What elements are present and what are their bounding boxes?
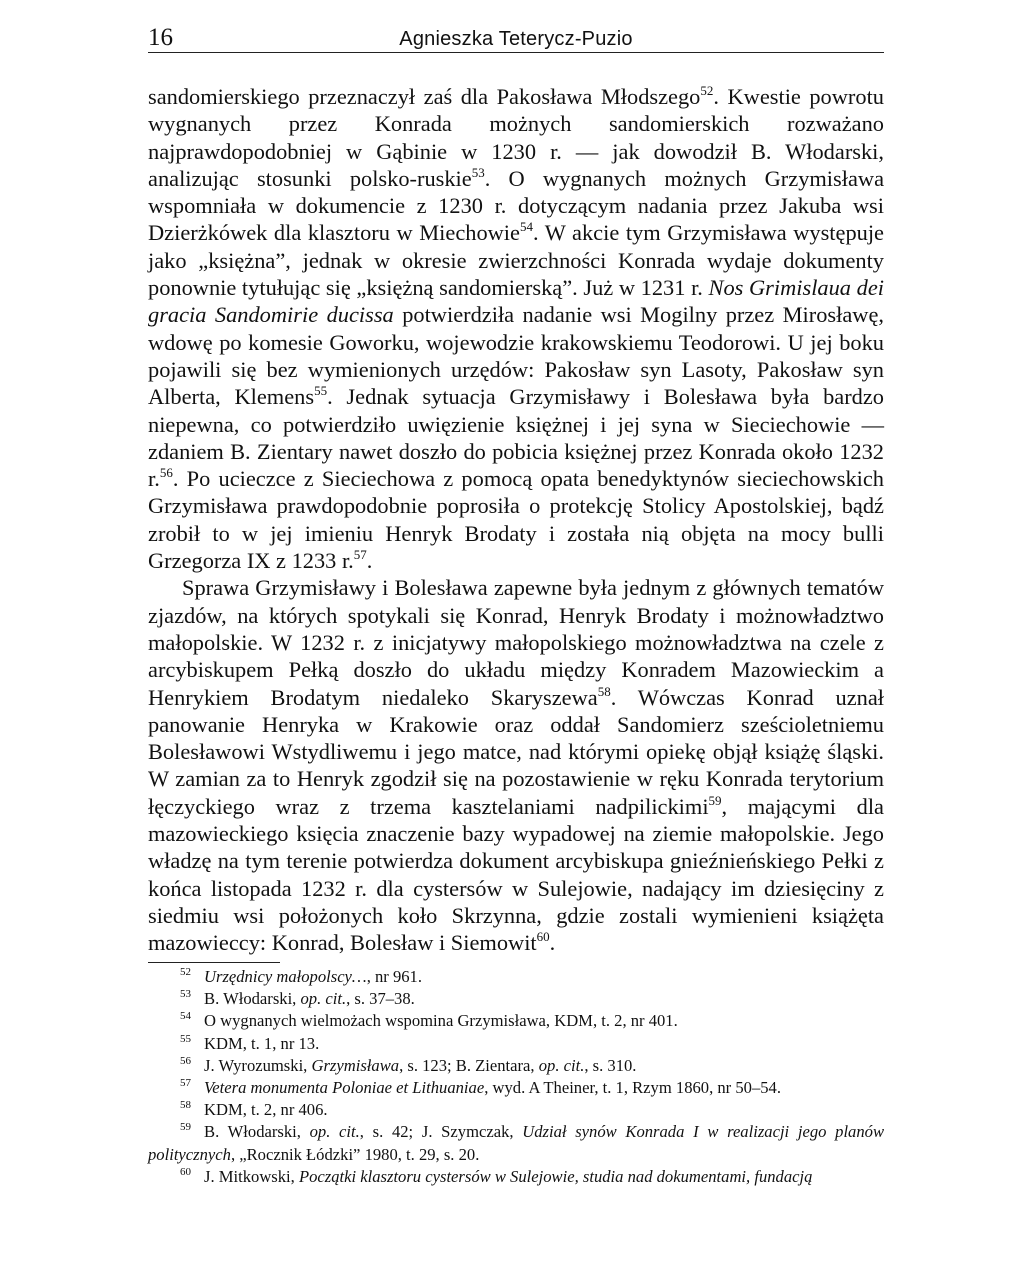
footnote-text: , s. 123; B. Zientara,	[399, 1055, 539, 1075]
footnote-text: , s. 42; J. Szymczak,	[359, 1122, 523, 1142]
footnote-separator	[148, 962, 280, 963]
footnote-text: , nr 961.	[366, 967, 422, 986]
page-header	[148, 22, 884, 53]
footnote-ref: 58	[597, 683, 611, 699]
footnote-text: , wyd. A Theiner, t. 1, Rzym 1860, nr 50–54.	[484, 1078, 781, 1098]
text-run: . O wygnanych możnych Grzymisława wspomniała w dokumencie z 1230 r. dotyczącym nadania przez Jakuba wsi Dzierżkówek dla klasztoru w Miechowie	[148, 165, 885, 246]
footnote-text: , s. 310.	[584, 1055, 637, 1075]
footnote-58: 58 KDM, t. 2, nr 406.	[180, 1099, 328, 1120]
footnote-53: 53 B. Włodarski, op. cit., s. 37–38.	[180, 988, 415, 1009]
text-run: . Kwestie powrotu wygnanych przez Konrada możnych sandomierskich rozważano najprawdopodobniej w Gąbinie w 1230 r. — jak dowodził B. Włodarski, analizując stosunki polsko-ruskie	[148, 84, 884, 191]
footnote-text: Początki klasztoru cystersów w Sulejowie, studia nad dokumentami, fundacją	[298, 1166, 813, 1186]
footnote-59: 59 B. Włodarski, op. cit., s. 42; J. Szymczak, Udział synów Konrada I w realizacji jego planów politycznych, „Rocznik Łódzki” 1980, t. 29, s. 20.	[148, 1121, 885, 1164]
footnote-54: 54 O wygnanych wielmożach wspomina Grzymisława, KDM, t. 2, nr 401.	[180, 1010, 678, 1031]
footnote-text: KDM, t. 1, nr 13.	[204, 1033, 320, 1053]
text-run: .	[366, 548, 373, 574]
footnote-ref: 53	[471, 164, 485, 180]
text-run: , mającymi dla mazowieckiego księcia znaczenie bazy wypadowej na ziemie małopolskie. Jego władzę na tym terenie potwierdza dokument arcybiskupa gnieźnieńskiego Pełki z końca listopada 1232 r. dla cystersów w Sulejowie, nadający im dziesięciny z siedmiu wsi położonych koło Skrzynna, gdzie zostali wymienieni książęta mazowieccy: Konrad, Bolesław i Siemowit	[148, 793, 884, 956]
text-run: potwierdziła nadanie wsi Mogilny przez Mirosławę, wdowę po komesie Goworku, wojewodzie krakowskiemu Teodorowi. U jej boku pojawili się bez wymienionych urzędów: Pakosław syn Lasoty, Pakosław syn Alberta, Klemens	[148, 302, 884, 410]
footnote-text: B. Włodarski,	[204, 1122, 310, 1142]
footnote-text: Udział synów Konrada I w realizacji jego planów politycznych	[148, 1122, 885, 1164]
footnote-52: 52 Urzędnicy małopolscy…, nr 961.	[180, 966, 422, 986]
footnote-text: B. Włodarski,	[204, 989, 301, 1009]
footnote-text: , s. 37–38.	[346, 989, 415, 1009]
footnote-57: 57 Vetera monumenta Poloniae et Lithuaniae, wyd. A Theiner, t. 1, Rzym 1860, nr 50–54.	[180, 1077, 781, 1098]
footnote-text: J. Wyrozumski,	[204, 1055, 312, 1075]
footnote-ref: 57	[353, 547, 367, 563]
footnote-text: op. cit.	[309, 1122, 360, 1142]
text-run: . W akcie tym Grzymisława występuje jako „księżna”, jednak w okresie zwierzchności Konrada wydaje dokumenty ponownie tytułując się „księżną sandomierską”. Już w 1231 r.	[148, 220, 884, 301]
text-run: . Po ucieczce z Sieciechowa z pomocą opata benedyktynów sieciechowskich Grzymisława prawdopodobnie poprosiła o protekcję Stolicy Apostolskiej, bądź zrobił to w jej imieniu Henryk Brodaty i została nią objęta na mocy bulli Grzegorza IX z 1233 r.	[148, 466, 884, 574]
footnote-ref: 56	[159, 465, 173, 481]
text-run: sandomierskiego przeznaczył zaś dla Pakosława Młodszego	[148, 84, 701, 109]
footnote-text: J. Mitkowski,	[204, 1166, 299, 1186]
footnote-56: 56 J. Wyrozumski, Grzymisława, s. 123; B. Zientara, op. cit., s. 310.	[180, 1054, 637, 1075]
text-run: .	[549, 930, 556, 956]
footnote-text: Vetera monumenta Poloniae et Lithuaniae	[204, 1078, 485, 1098]
footnote-ref: 55	[314, 383, 328, 399]
footnote-text: Grzymisława	[311, 1055, 400, 1075]
paragraph-1	[148, 83, 884, 574]
footnote-ref: 54	[519, 219, 533, 235]
text-run: Sprawa Grzymisławy i Bolesława zapewne była jednym z głównych tematów zjazdów, na których spotykali się Konrad, Henryk Brodaty i możnowładztwo małopolskie. W 1232 r. z inicjatywy małopolskiego możnowładztwa na czele z arcybiskupem Pełką doszło do układu między Konradem Mazowieckim a Henrykiem Brodatym niedaleko Skaryszewa	[148, 575, 884, 710]
running-head: Agnieszka Teterycz-Puzio	[399, 28, 633, 50]
footnote-ref: 60	[536, 929, 550, 945]
text-run: . Wówczas Konrad uznał panowanie Henryka w Krakowie oraz oddał Sandomierz sześcioletniemu Bolesławowi Wstydliwemu i jego matce, nad którymi opiekę objął książę śląski. W zamian za to Henryk zgodził się na pozostawienie w ręku Konrada terytorium łęczyckiego wraz z trzema kasztelaniami nadpilickimi	[148, 684, 885, 819]
footnote-text: op. cit.	[300, 989, 347, 1009]
footnotes	[148, 966, 884, 1188]
footnote-text: KDM, t. 2, nr 406.	[204, 1100, 328, 1120]
footnote-text: , „Rocznik Łódzki” 1980, t. 29, s. 20.	[230, 1144, 480, 1164]
footnote-55: 55 KDM, t. 1, nr 13.	[180, 1032, 320, 1053]
footnote-60: 60 J. Mitkowski, Początki klasztoru cystersów w Sulejowie, studia nad dokumentami, fundacją	[180, 1165, 813, 1186]
text-run: . Jednak sytuacja Grzymisławy i Bolesława była bardzo niepewna, co potwierdziło uwięzienie księżnej i jej syna w Sieciechowie — zdaniem B. Zientary nawet doszło do pobicia księżnej przez Konrada około 1232 r.	[148, 384, 884, 492]
footnote-ref: 52	[700, 83, 714, 98]
footnote-text: op. cit.	[538, 1055, 585, 1075]
page-number: 16	[148, 24, 173, 51]
footnote-text: Urzędnicy małopolscy…	[204, 967, 367, 986]
footnote-ref: 59	[708, 792, 722, 808]
latin-quote: Nos Grimislaua dei gracia Sandomirie ducissa	[148, 275, 884, 328]
footnote-text: O wygnanych wielmożach wspomina Grzymisława, KDM, t. 2, nr 401.	[204, 1011, 678, 1031]
body-text	[148, 83, 884, 957]
paragraph-2	[148, 574, 884, 956]
